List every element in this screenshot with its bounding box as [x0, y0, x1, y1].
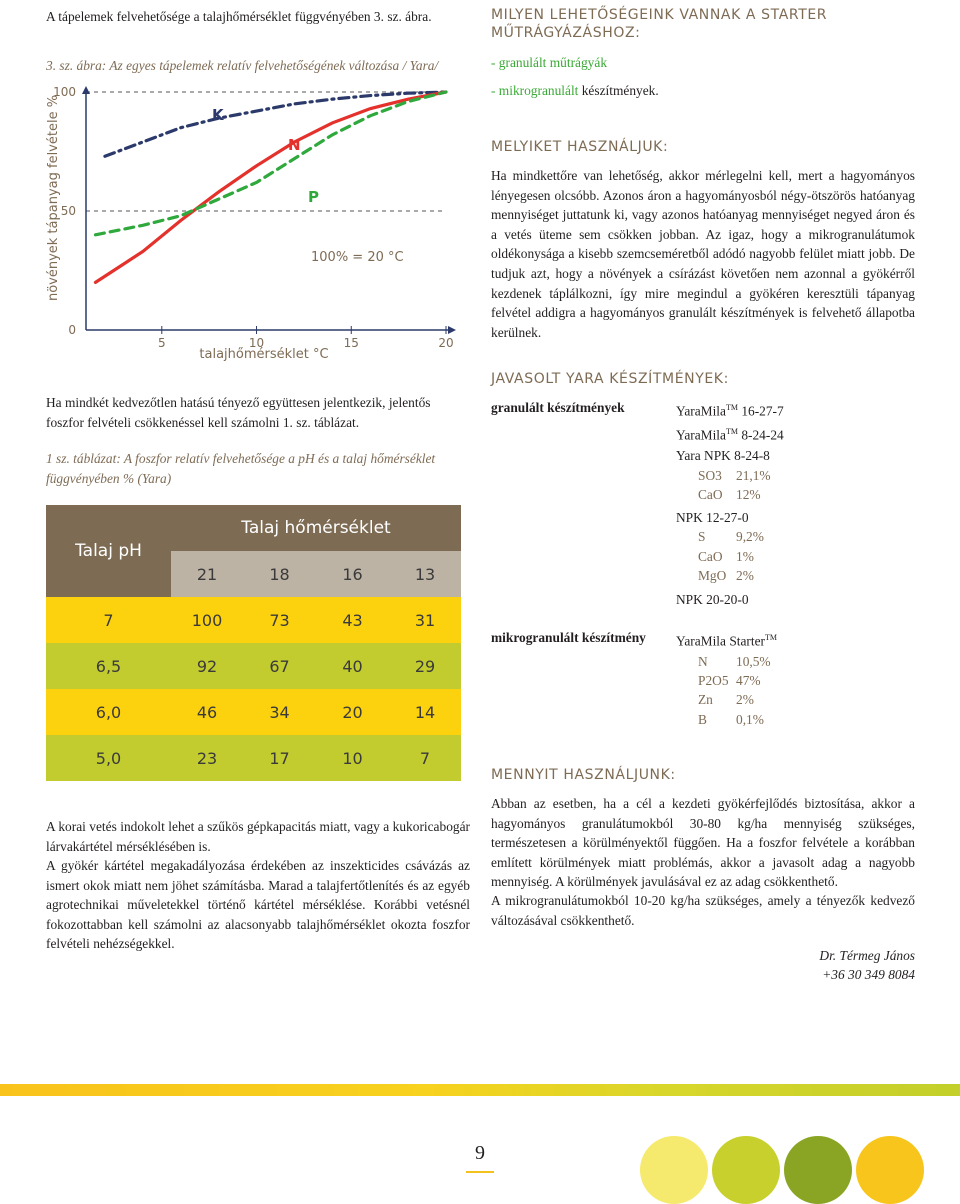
product-npk: 8-24-24	[737, 427, 784, 443]
option-microgranular	[491, 81, 659, 101]
footer-circle	[784, 1136, 852, 1204]
product-name: YaraMila	[676, 403, 726, 419]
table-cell-ph: 6,5	[46, 643, 171, 689]
component-name: P2O5	[698, 673, 729, 688]
table-cell: 31	[389, 597, 461, 643]
chart-x-tick-label: 10	[248, 336, 265, 350]
table-cell: 29	[389, 643, 461, 689]
component-name: N	[698, 654, 708, 669]
chart-annotation: 100% = 20 °C	[311, 250, 404, 265]
trademark: TM	[765, 633, 778, 642]
option-microgranular-highlight: - mikrogranulált	[491, 83, 579, 98]
chart-y-axis-arrow	[82, 86, 90, 94]
chart-x-tick-label: 15	[343, 336, 359, 350]
table-cell: 23	[171, 735, 243, 781]
footer-circle	[856, 1136, 924, 1204]
component-name: MgO	[698, 568, 727, 583]
chart-series-label: K	[212, 106, 224, 124]
author-phone: +36 30 349 8084	[822, 967, 915, 982]
paragraph-combined-effect: Ha mindkét kedvezőtlen hatású tényező együttesen jelentkezik, jelentős foszfor felvételi csökkenéssel kell számolni 1. sz. táblázat.	[46, 395, 431, 430]
option-granular: - granulált műtrágyák	[491, 55, 608, 70]
heading-which-to-use: MELYIKET HASZNÁLJUK:	[491, 139, 669, 155]
paragraph-how-much-1: Abban az esetben, ha a cél a kezdeti gyökérfejlődés biztosítása, akkor a hagyományos granulátumokból 30-80 kg/ha mennyiség szükséges, természetesen a körülményektől függően. Ha a foszfor felvétele a korábban említett körülmények miatt problémás, akkor a javasolt adag a nagyobb mennyiség. A körülmények javulásával ez az adag csökkenthető.	[491, 796, 915, 890]
product-name: YaraMila	[676, 427, 726, 443]
component-name: S	[698, 529, 706, 544]
table-cell: 67	[243, 643, 316, 689]
page-number-underline	[466, 1171, 494, 1173]
footer-stripe	[0, 1084, 960, 1096]
component-value: 10,5%	[736, 654, 771, 669]
component-name: SO3	[698, 468, 722, 483]
table-caption: 1 sz. táblázat: A foszfor relatív felvehetősége a pH és a talaj hőmérséklet függvényében % (Yara)	[46, 451, 436, 486]
product-npk-20-20-0: NPK 20-20-0	[676, 592, 749, 607]
chart-x-tick-label: 20	[438, 336, 454, 350]
table-cell: 100	[171, 597, 243, 643]
intro-text: A tápelemek felvehetősége a talajhőmérséklet függvényében 3. sz. ábra.	[46, 9, 432, 24]
nutrient-uptake-chart	[40, 80, 465, 370]
table-header-temperature: Talaj hőmérséklet	[171, 505, 461, 551]
phosphorus-availability-table	[46, 505, 461, 781]
product-component	[698, 710, 764, 730]
paragraph-how-much-2: A mikrogranulátumokból 10-20 kg/ha szükséges, amely a tényezők kedvező változásával csökkenthető.	[491, 893, 915, 928]
trademark: TM	[725, 427, 738, 436]
chart-x-axis-arrow	[448, 326, 456, 334]
product-npk: 16-27-7	[737, 403, 784, 419]
component-value: 2%	[736, 568, 754, 583]
product-component	[698, 547, 754, 567]
component-value: 2%	[736, 692, 754, 707]
table-cell-ph: 7	[46, 597, 171, 643]
table-cell-ph: 5,0	[46, 735, 171, 781]
chart-y-tick-label: 0	[68, 323, 76, 337]
product-component	[698, 485, 761, 505]
table-cell: 40	[316, 643, 389, 689]
product-yaramila-starter	[676, 628, 777, 651]
table-cell: 7	[389, 735, 461, 781]
chart-series-label: P	[308, 188, 319, 206]
table-row	[46, 735, 461, 781]
component-value: 9,2%	[736, 529, 764, 544]
table-row	[46, 643, 461, 689]
product-name: YaraMila Starter	[676, 633, 766, 649]
table-cell: 43	[316, 597, 389, 643]
table-temp-18: 18	[243, 551, 316, 597]
chart-y-tick-label: 100	[53, 85, 76, 99]
product-yaramila-16-27-7	[676, 398, 784, 421]
component-name: Zn	[698, 692, 713, 707]
microgranular-label: mikrogranulált készítmény	[491, 630, 646, 645]
component-value: 12%	[736, 487, 761, 502]
component-name: CaO	[698, 487, 723, 502]
table-cell: 17	[243, 735, 316, 781]
component-name: CaO	[698, 549, 723, 564]
component-name: B	[698, 712, 707, 727]
paragraph-early-sowing: A korai vetés indokolt lehet a szűkös gépkapacitás miatt, vagy a kukoricabogár lárvakártétel mérséklésében is.	[46, 819, 470, 854]
granular-label: granulált készítmények	[491, 400, 625, 415]
product-npk-12-27-0: NPK 12-27-0	[676, 510, 749, 525]
table-temp-13: 13	[389, 551, 461, 597]
page-number: 9	[475, 1142, 485, 1164]
product-component	[698, 652, 771, 672]
footer-circle	[712, 1136, 780, 1204]
paragraph-root-damage: A gyökér kártétel megakadályozása érdekében az inszekticides csávázás az ismert okok miatt nem jöhet számításba. Marad a talajfertőtlenítés és az egyéb agrotechnikai műveletekkel történő kártétel mérséklése. Korábbi vetésnél fokozottabban kell számolni az alacsonyabb talajhőmérséklet okozta foszfor felvételi nehézségekkel.	[46, 858, 470, 952]
product-component	[698, 690, 754, 710]
table-cell: 10	[316, 735, 389, 781]
chart-y-axis-label: növények tápanyag felvétele %	[46, 94, 61, 302]
table-cell: 34	[243, 689, 316, 735]
heading-how-much: MENNYIT HASZNÁLJUNK:	[491, 767, 676, 783]
product-component	[698, 671, 761, 691]
table-temp-16: 16	[316, 551, 389, 597]
table-cell-ph: 6,0	[46, 689, 171, 735]
figure-caption: 3. sz. ábra: Az egyes tápelemek relatív felvehetőségének változása / Yara/	[46, 58, 439, 73]
table-row	[46, 689, 461, 735]
heading-starter-options: MILYEN LEHETŐSÉGEINK VANNAK A STARTER MŰTRÁGYÁZÁSHOZ:	[491, 7, 828, 41]
component-value: 21,1%	[736, 468, 771, 483]
component-value: 0,1%	[736, 712, 764, 727]
table-cell: 73	[243, 597, 316, 643]
chart-series-p	[95, 92, 446, 235]
table-cell: 46	[171, 689, 243, 735]
product-component	[698, 527, 764, 547]
table-cell: 14	[389, 689, 461, 735]
footer-circle	[640, 1136, 708, 1204]
chart-x-tick-label: 5	[157, 336, 166, 350]
product-yaramila-8-24-24	[676, 422, 784, 445]
heading-recommended-products: JAVASOLT YARA KÉSZÍTMÉNYEK:	[491, 371, 729, 387]
option-microgranular-rest: készítmények.	[578, 83, 659, 98]
table-cell: 20	[316, 689, 389, 735]
table-row	[46, 597, 461, 643]
chart-x-axis-label: talajhőmérséklet °C	[199, 347, 329, 362]
product-component	[698, 566, 754, 586]
trademark: TM	[725, 403, 738, 412]
component-value: 47%	[736, 673, 761, 688]
component-value: 1%	[736, 549, 754, 564]
table-cell: 92	[171, 643, 243, 689]
chart-series-label: N	[288, 136, 301, 154]
product-yara-npk-8-24-8: Yara NPK 8-24-8	[676, 448, 770, 463]
table-header-ph: Talaj pH	[46, 505, 171, 597]
product-component	[698, 466, 771, 486]
author-name: Dr. Térmeg János	[819, 948, 915, 963]
chart-y-tick-label: 50	[60, 204, 76, 218]
paragraph-which-to-use: Ha mindkettőre van lehetőség, akkor mérlegelni kell, mert a hagyományos lényegesen olcsóbb. Azonos áron a hagyományosból négy-ötszörös hatóanyag mennyiséget juttatunk ki, vagy azonos hatóanyag mennyiséget negyed áron és a vetés üteme sem csökken jobban. Az igaz, hogy a mikrogranulátumok oldékonysága a kisebb szemcseméretből adódó nagyobb felület miatt jobb. De tudjuk azt, hogy a növények a csírázást követően nem azonnal a gyökérről kezdenek táplálkozni, így mire megindul a gyökéren keresztüli tápanyag felvétel addigra a hagyományos granulált készítmények is felvehető állapotba kerülnek.	[491, 168, 915, 340]
table-temp-21: 21	[171, 551, 243, 597]
